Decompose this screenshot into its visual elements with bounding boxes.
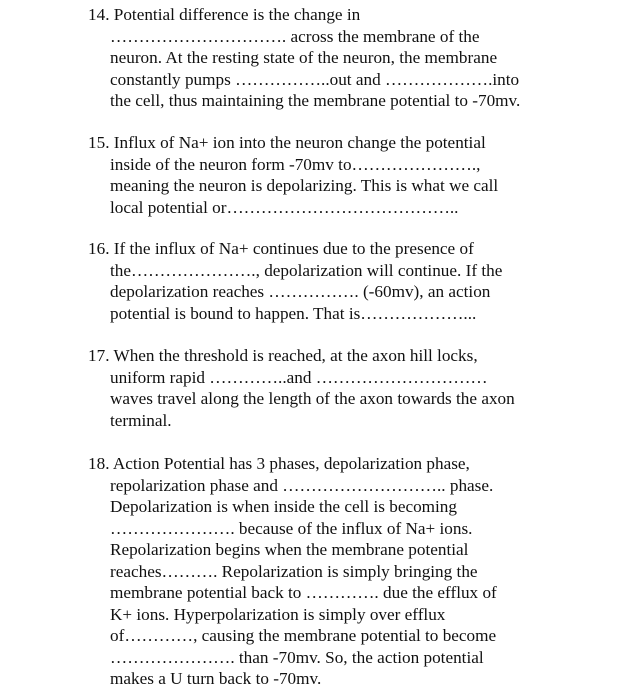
question-line: neuron. At the resting state of the neuron, the membrane — [110, 48, 498, 67]
question-line: depolarization reaches ……………. (-60mv), an action — [110, 282, 491, 301]
question-line: meaning the neuron is depolarizing. This is what we call — [110, 176, 499, 195]
question-line: 14. Potential difference is the change in — [88, 5, 361, 24]
question-line: repolarization phase and ……………………….. phase. — [110, 475, 494, 495]
question-17 — [88, 345, 568, 431]
question-line: waves travel along the length of the axon towards the axon — [110, 389, 515, 408]
question-line: 18. Action Potential has 3 phases, depolarization phase, — [88, 454, 470, 473]
question-line: 16. If the influx of Na+ continues due to the presence of — [88, 239, 474, 258]
question-line: constantly pumps ……………..out and ……………….into — [110, 69, 520, 89]
question-18 — [88, 453, 568, 690]
question-14 — [88, 4, 568, 112]
question-line: …………………. than -70mv. So, the action potential — [110, 647, 484, 667]
question-line: …………………………. across the membrane of the — [110, 26, 480, 46]
question-line: makes a U turn back to -70mv. — [110, 669, 322, 688]
question-line: of…………, causing the membrane potential to become — [110, 626, 497, 645]
question-16 — [88, 238, 568, 324]
question-line: uniform rapid …………..and ………………………… — [110, 367, 488, 387]
question-line: inside of the neuron form -70mv to…………………., — [110, 154, 481, 174]
question-line: terminal. — [110, 410, 172, 430]
question-line: Depolarization is when inside the cell is becoming — [110, 497, 457, 516]
question-line: potential is bound to happen. That is………………... — [110, 303, 477, 323]
question-line: K+ ions. Hyperpolarization is simply over efflux — [110, 604, 446, 624]
question-15 — [88, 132, 568, 218]
question-line: …………………. because of the influx of Na+ ions. — [110, 518, 473, 538]
question-line: the cell, thus maintaining the membrane potential to -70mv. — [110, 91, 521, 110]
question-line: 17. When the threshold is reached, at the axon hill locks, — [88, 346, 478, 365]
question-line: membrane potential back to …………. due the efflux of — [110, 583, 497, 602]
question-line: reaches………. Repolarization is simply bringing the — [110, 561, 478, 581]
question-line: 15. Influx of Na+ ion into the neuron change the potential — [88, 133, 486, 152]
question-line: Repolarization begins when the membrane potential — [110, 540, 469, 559]
question-line: the…………………., depolarization will continue. If the — [110, 260, 503, 280]
question-line: local potential or………………………………….. — [110, 197, 459, 217]
